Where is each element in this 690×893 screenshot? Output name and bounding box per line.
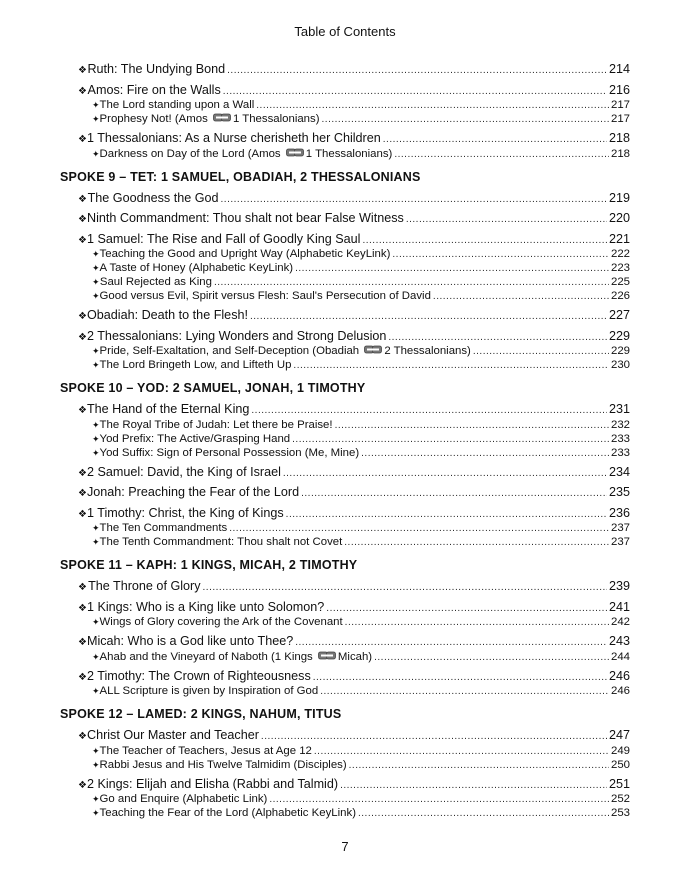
entry-title-text: Pride, Self-Exaltation, and Self-Deception (Obadiah [99, 345, 363, 358]
page-number: 7 [341, 839, 349, 854]
arrow-bullet-icon: ✦ [92, 114, 100, 125]
arrow-bullet-icon: ✦ [92, 346, 100, 357]
arrow-bullet-icon: ✦ [92, 277, 100, 287]
arrow-bullet-icon: ✦ [92, 433, 100, 444]
dot-leader [256, 98, 609, 113]
arrow-bullet-icon: ✦ [92, 523, 100, 533]
toc-chapter-block [60, 599, 630, 630]
entry-title-text: Christ Our Master and Teacher [86, 728, 259, 742]
entry-page-number: 226 [610, 290, 630, 302]
entry-link-target: 1 Thessalonians) [305, 147, 393, 160]
entry-title [100, 432, 291, 446]
toc-chapter-entry[interactable] [60, 633, 630, 650]
arrow-bullet-icon: ✦ [92, 651, 100, 662]
entry-title-text: 2 Timothy: The Crown of Righteousness [86, 668, 311, 683]
toc-chapter-entry[interactable] [60, 578, 630, 595]
entry-link-target: 1 Thessalonians) [232, 113, 320, 126]
arrow-bullet-icon: ✦ [92, 537, 100, 547]
entry-title [100, 792, 268, 806]
entry-title [88, 578, 200, 595]
entry-title [100, 446, 360, 460]
entry-page-number: 250 [610, 758, 630, 771]
entry-title [87, 307, 248, 324]
entry-title [87, 61, 225, 78]
entry-page-number: 236 [608, 505, 630, 520]
diamond-bullet-icon: ❖ [78, 582, 87, 593]
entry-page-number: 218 [610, 147, 630, 160]
toc-chapter-block [60, 231, 630, 304]
toc-chapter-block [60, 668, 630, 699]
toc-subentry[interactable] [60, 615, 630, 629]
entry-page-number: 252 [610, 793, 630, 805]
entry-page-number: 231 [608, 402, 630, 416]
dot-leader [361, 446, 609, 461]
entry-title-text: 1 Samuel: The Rise and Fall of Goodly King Saul [86, 231, 361, 246]
diamond-bullet-icon: ❖ [78, 779, 87, 791]
entry-title [100, 744, 312, 758]
toc-subentry[interactable] [60, 247, 630, 261]
entry-title [87, 668, 311, 685]
entry-page-number: 246 [608, 668, 630, 683]
arrow-bullet-icon: ✦ [92, 419, 100, 430]
dot-leader [374, 650, 609, 665]
entry-page-number: 229 [608, 328, 630, 343]
arrow-bullet-icon: ✦ [92, 745, 100, 756]
entry-title-text: The Lord standing upon a Wall [99, 99, 255, 111]
diamond-bullet-icon: ❖ [78, 311, 87, 322]
entry-page-number: 241 [608, 599, 630, 614]
entry-page-number: 244 [610, 650, 630, 663]
diamond-bullet-icon: ❖ [78, 193, 87, 205]
dot-leader [406, 210, 607, 229]
entry-title [100, 358, 292, 372]
arrow-bullet-icon: ✦ [92, 100, 100, 110]
entry-title-text: 1 Thessalonians: As a Nurse cherisheth her Children [86, 131, 381, 145]
toc-chapter-entry[interactable] [60, 776, 630, 793]
toc-chapter-block [60, 130, 630, 161]
toc-chapter-block [60, 210, 630, 227]
dot-leader [314, 744, 609, 759]
entry-title [100, 344, 471, 358]
entry-title-text: The Tenth Commandment: Thou shalt not Covet [99, 536, 343, 548]
toc-subentry[interactable] [60, 684, 630, 698]
entry-title-text: Rabbi Jesus and His Twelve Talmidim (Disciples) [99, 758, 347, 771]
entry-page-number: 219 [608, 190, 630, 205]
toc-chapter-entry[interactable] [60, 328, 630, 345]
entry-title [100, 289, 431, 303]
entry-page-number: 230 [610, 359, 630, 371]
section-heading: SPOKE 9 – TET: 1 SAMUEL, OBADIAH, 2 THESSALONIANS [60, 169, 421, 184]
entry-page-number: 242 [610, 616, 630, 628]
entry-page-number: 223 [610, 262, 630, 274]
diamond-bullet-icon: ❖ [78, 671, 87, 683]
entry-page-number: 221 [608, 231, 630, 246]
toc-subentry[interactable] [60, 806, 630, 820]
entry-title [87, 231, 360, 248]
arrow-bullet-icon: ✦ [92, 249, 100, 259]
entry-link-target: 2 Thessalonians) [384, 345, 471, 358]
entry-title [100, 650, 373, 664]
arrow-bullet-icon: ✦ [92, 148, 100, 159]
entry-page-number: 237 [610, 522, 630, 534]
toc-chapter-entry[interactable] [60, 210, 630, 227]
toc-subentry[interactable] [60, 521, 630, 535]
toc-chapter-block [60, 464, 630, 481]
entry-title [100, 147, 393, 161]
toc-chapter-block [60, 578, 630, 595]
entry-page-number: 233 [610, 446, 630, 459]
entry-title [100, 112, 320, 126]
dot-leader [292, 432, 609, 447]
dot-leader [473, 344, 609, 359]
entry-title-text: The Royal Tribe of Judah: Let there be Praise! [99, 418, 333, 431]
entry-title-text: Amos: Fire on the Walls [87, 82, 221, 97]
entry-title-text: Jonah: Preaching the Fear of the Lord [86, 485, 300, 499]
arrow-bullet-icon: ✦ [92, 291, 100, 301]
entry-title-text: The Hand of the Eternal King [86, 402, 250, 416]
entry-title-text: Yod Suffix: Sign of Personal Possession (Me, Mine) [99, 446, 360, 459]
toc-subentry[interactable] [60, 432, 630, 446]
toc-chapter-block [60, 328, 630, 373]
entry-page-number: 251 [608, 776, 630, 791]
chain-link-icon [213, 112, 231, 126]
entry-title [87, 464, 281, 481]
dot-leader [295, 261, 609, 276]
toc-chapter-block [60, 484, 630, 501]
entry-title-text: The Teacher of Teachers, Jesus at Age 12 [99, 744, 312, 757]
arrow-bullet-icon: ✦ [92, 617, 100, 627]
dot-leader [394, 147, 609, 162]
toc-subentry[interactable] [60, 98, 630, 112]
toc-subentry[interactable] [60, 446, 630, 460]
entry-page-number: 239 [608, 579, 630, 593]
entry-page-number: 243 [608, 634, 630, 648]
entry-title [88, 82, 221, 99]
toc-chapter-block [60, 307, 630, 324]
dot-leader [283, 464, 607, 483]
toc-chapter-entry[interactable] [60, 484, 630, 501]
entry-title [100, 418, 333, 432]
toc-chapter-entry[interactable] [60, 231, 630, 248]
toc-chapter-entry[interactable] [60, 505, 630, 522]
chain-link-icon [364, 344, 382, 358]
entry-title-text: Prophesy Not! (Amos [99, 113, 211, 126]
toc-chapter-entry[interactable] [60, 190, 630, 207]
toc-chapter-entry[interactable] [60, 61, 630, 78]
toc-subentry[interactable] [60, 758, 630, 772]
dot-leader [301, 484, 607, 503]
diamond-bullet-icon: ❖ [78, 65, 87, 76]
toc-chapter-entry[interactable] [60, 668, 630, 685]
diamond-bullet-icon: ❖ [78, 405, 87, 416]
entry-page-number: 235 [608, 485, 630, 499]
toc-chapter-entry[interactable] [60, 599, 630, 616]
entry-title [100, 758, 347, 772]
toc-subentry[interactable] [60, 275, 630, 289]
entry-page-number: 216 [608, 82, 630, 97]
entry-title-text: Teaching the Good and Upright Way (Alphabetic KeyLink) [99, 248, 391, 260]
toc-chapter-block [60, 190, 630, 207]
toc-subentry[interactable] [60, 418, 630, 432]
arrow-bullet-icon: ✦ [92, 263, 100, 273]
dot-leader [227, 61, 607, 80]
entry-page-number: 214 [608, 62, 630, 76]
toc-subentry[interactable] [60, 535, 630, 549]
entry-page-number: 220 [608, 211, 630, 225]
entry-title-text: ALL Scripture is given by Inspiration of God [99, 685, 319, 697]
arrow-bullet-icon: ✦ [92, 759, 100, 770]
entry-page-number: 237 [610, 536, 630, 548]
entry-page-number: 247 [608, 728, 630, 742]
entry-page-number: 232 [610, 418, 630, 431]
section-heading: SPOKE 12 – LAMED: 2 KINGS, NAHUM, TITUS [60, 707, 342, 721]
entry-title [100, 275, 212, 289]
toc-chapter-block [60, 727, 630, 772]
toc-chapter-block [60, 776, 630, 821]
entry-page-number: 233 [610, 432, 630, 445]
entry-title-text: Ruth: The Undying Bond [87, 62, 226, 76]
toc-subentry[interactable] [60, 358, 630, 372]
entry-title [87, 776, 338, 793]
page-header: Table of Contents [294, 24, 396, 39]
entry-title [87, 401, 249, 418]
dot-leader [203, 578, 607, 597]
entry-title-text: The Ten Commandments [99, 522, 228, 534]
entry-title-text: Good versus Evil, Spirit versus Flesh: Saul's Persecution of David [99, 290, 431, 302]
entry-page-number: 234 [608, 464, 630, 479]
entry-title [100, 684, 319, 698]
entry-title-text: Ninth Commandment: Thou shalt not bear False Witness [86, 211, 404, 225]
toc-chapter-entry[interactable] [60, 464, 630, 481]
dot-leader [214, 275, 609, 290]
dot-leader [344, 535, 609, 550]
entry-title-text: The Throne of Glory [88, 579, 201, 593]
entry-page-number: 253 [610, 807, 630, 819]
entry-page-number: 246 [610, 685, 630, 697]
arrow-bullet-icon: ✦ [92, 794, 100, 804]
entry-title-text: 2 Kings: Elijah and Elisha (Rabbi and Talmid) [86, 776, 339, 791]
toc-subentry[interactable] [60, 147, 630, 161]
entry-title-text: Ahab and the Vineyard of Naboth (1 Kings [99, 650, 316, 663]
chain-link-icon [318, 650, 336, 664]
diamond-bullet-icon: ❖ [78, 602, 87, 614]
entry-title [87, 328, 386, 345]
entry-title-text: Obadiah: Death to the Flesh! [86, 308, 248, 322]
dot-leader [433, 289, 609, 304]
entry-page-number: 222 [610, 248, 630, 260]
diamond-bullet-icon: ❖ [78, 331, 87, 343]
entry-page-number: 227 [608, 308, 630, 322]
entry-page-number: 249 [610, 744, 630, 757]
entry-title [87, 210, 404, 227]
toc-chapter-block [60, 82, 630, 127]
arrow-bullet-icon: ✦ [92, 686, 100, 696]
entry-title-text: 1 Timothy: Christ, the King of Kings [86, 505, 284, 520]
entry-title-text: The Goodness the God [87, 190, 219, 205]
diamond-bullet-icon: ❖ [78, 234, 87, 246]
entry-title-text: Micah: Who is a God like unto Thee? [86, 634, 294, 648]
diamond-bullet-icon: ❖ [78, 508, 87, 520]
toc-subentry[interactable] [60, 344, 630, 358]
entry-link-target: Micah) [337, 650, 373, 663]
diamond-bullet-icon: ❖ [78, 637, 87, 648]
toc-chapter-block [60, 633, 630, 664]
entry-title [87, 633, 293, 650]
arrow-bullet-icon: ✦ [92, 360, 100, 370]
dot-leader [320, 684, 609, 699]
table-of-contents [60, 61, 630, 820]
toc-chapter-block [60, 61, 630, 78]
toc-subentry[interactable] [60, 112, 630, 126]
dot-leader [250, 307, 607, 326]
entry-page-number: 229 [610, 345, 630, 358]
entry-page-number: 218 [608, 131, 630, 145]
diamond-bullet-icon: ❖ [78, 134, 87, 145]
toc-chapter-entry[interactable] [60, 130, 630, 147]
dot-leader [269, 792, 609, 807]
entry-title-text: Teaching the Fear of the Lord (Alphabetic KeyLink) [99, 807, 356, 819]
diamond-bullet-icon: ❖ [78, 85, 87, 97]
dot-leader [221, 190, 607, 209]
entry-title [87, 505, 284, 522]
entry-title [100, 806, 356, 820]
toc-chapter-block [60, 401, 630, 460]
toc-chapter-entry[interactable] [60, 727, 630, 744]
dot-leader [345, 615, 609, 630]
entry-title-text: Yod Prefix: The Active/Grasping Hand [99, 432, 291, 445]
entry-title [87, 599, 324, 616]
entry-title [100, 521, 228, 535]
dot-leader [335, 418, 609, 433]
diamond-bullet-icon: ❖ [78, 731, 87, 742]
entry-title [88, 190, 219, 207]
toc-subentry[interactable] [60, 650, 630, 664]
toc-subentry[interactable] [60, 744, 630, 758]
entry-page-number: 225 [610, 276, 630, 288]
entry-title-text: A Taste of Honey (Alphabetic KeyLink) [99, 262, 294, 274]
toc-chapter-entry[interactable] [60, 82, 630, 99]
dot-leader [358, 806, 609, 821]
entry-title [100, 615, 343, 629]
toc-subentry[interactable] [60, 792, 630, 806]
chain-link-icon [286, 147, 304, 161]
dot-leader [322, 112, 609, 127]
section-heading: SPOKE 11 – KAPH: 1 KINGS, MICAH, 2 TIMOTHY [60, 558, 358, 572]
entry-title [100, 535, 343, 549]
arrow-bullet-icon: ✦ [92, 447, 100, 458]
entry-title-text: The Lord Bringeth Low, and Lifteth Up [99, 359, 292, 371]
entry-title-text: Saul Rejected as King [99, 276, 212, 288]
entry-page-number: 217 [610, 113, 630, 126]
entry-title [100, 261, 294, 275]
toc-subentry[interactable] [60, 261, 630, 275]
dot-leader [229, 521, 609, 536]
entry-title [87, 484, 299, 501]
entry-title [100, 247, 391, 261]
entry-title-text: Wings of Glory covering the Ark of the Covenant [99, 616, 343, 628]
diamond-bullet-icon: ❖ [78, 214, 87, 225]
entry-title-text: Go and Enquire (Alphabetic Link) [99, 793, 268, 805]
diamond-bullet-icon: ❖ [78, 488, 87, 499]
dot-leader [349, 758, 609, 773]
entry-title-text: 2 Samuel: David, the King of Israel [86, 464, 281, 479]
entry-title-text: 1 Kings: Who is a King like unto Solomon? [86, 599, 325, 614]
toc-chapter-entry[interactable] [60, 401, 630, 418]
entry-title-text: 2 Thessalonians: Lying Wonders and Strong Delusion [86, 328, 387, 343]
entry-title-text: Darkness on Day of the Lord (Amos [99, 147, 284, 160]
toc-chapter-block [60, 505, 630, 550]
dot-leader [392, 247, 609, 262]
arrow-bullet-icon: ✦ [92, 808, 100, 818]
diamond-bullet-icon: ❖ [78, 467, 87, 479]
entry-page-number: 217 [610, 99, 630, 111]
dot-leader [293, 358, 609, 373]
section-heading: SPOKE 10 – YOD: 2 SAMUEL, JONAH, 1 TIMOTHY [60, 381, 366, 395]
entry-title [87, 727, 259, 744]
toc-chapter-entry[interactable] [60, 307, 630, 324]
entry-title [100, 98, 255, 112]
entry-title [87, 130, 381, 147]
toc-subentry[interactable] [60, 289, 630, 303]
